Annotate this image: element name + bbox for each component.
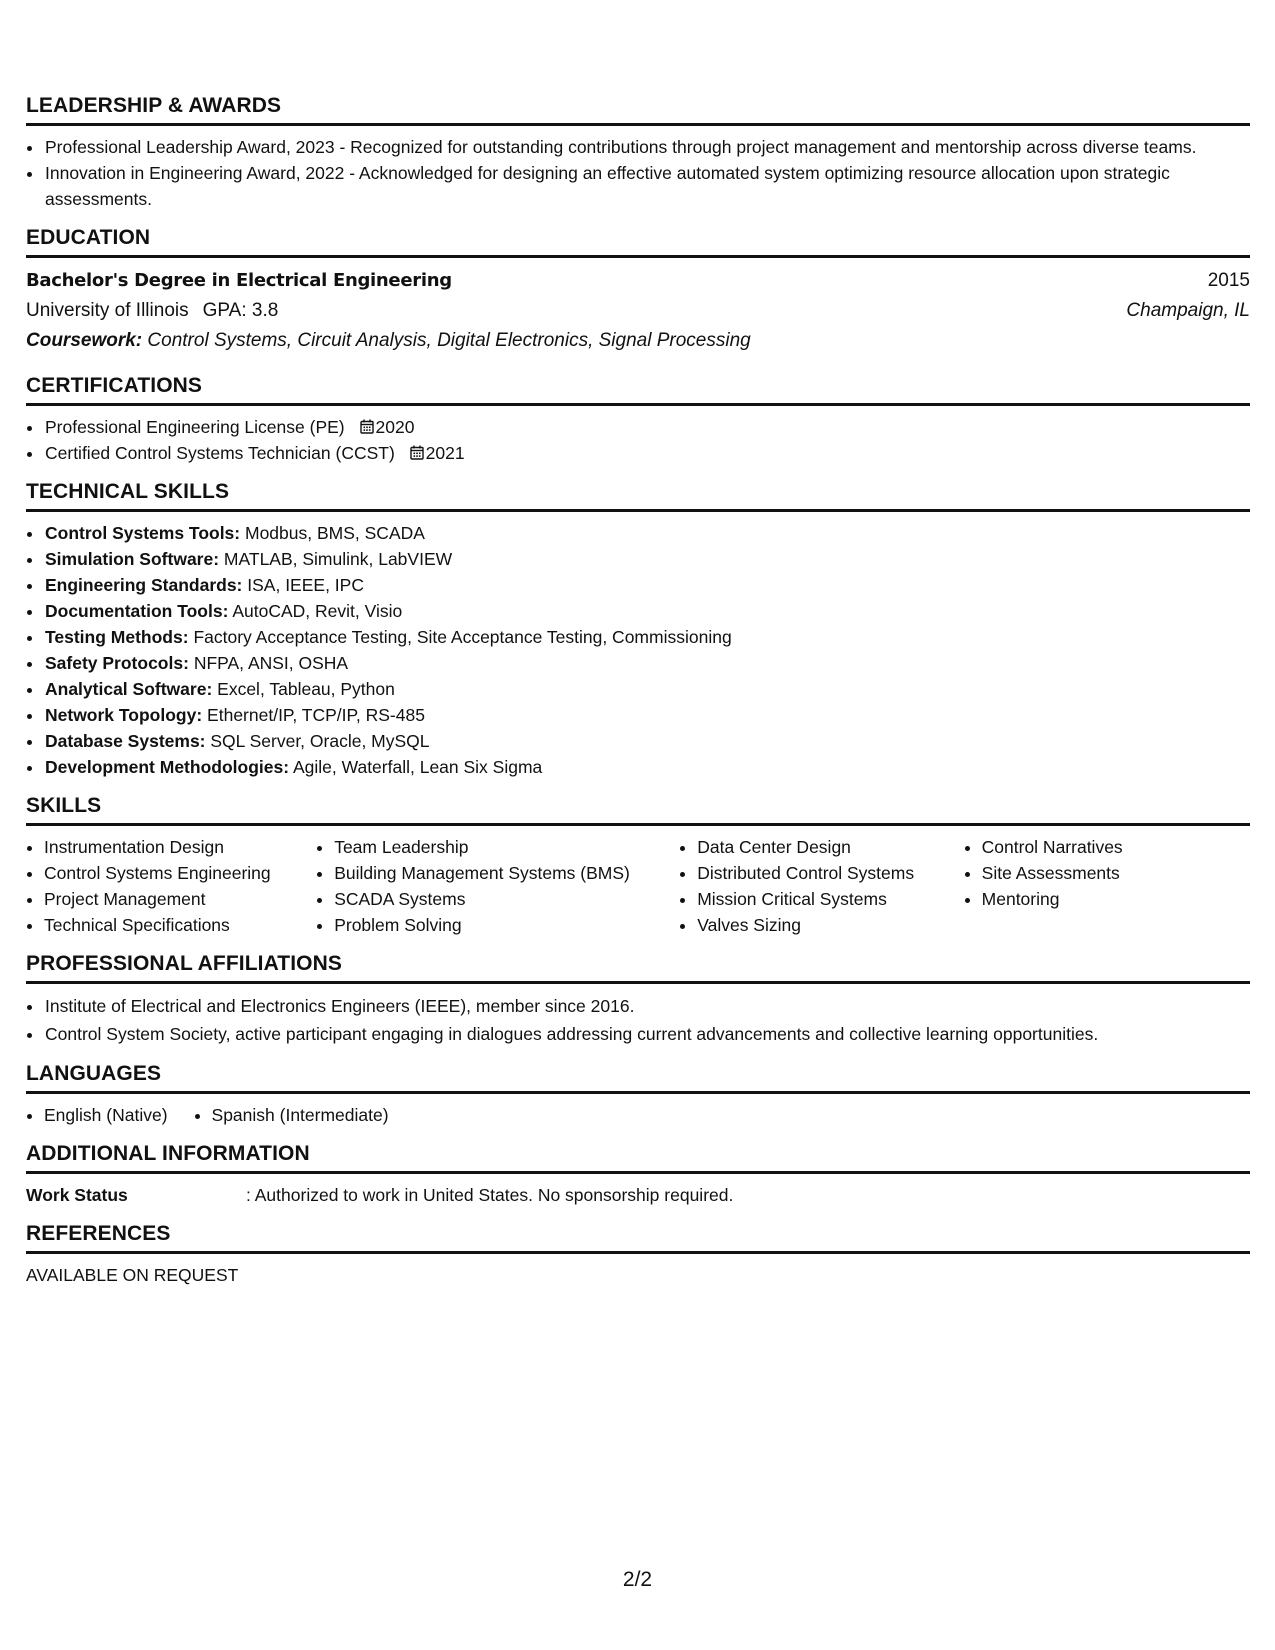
certification-name: Professional Engineering License (PE) [45, 417, 345, 437]
list-item: • Instrumentation Design [44, 834, 316, 860]
certifications-section [26, 374, 1250, 466]
skill-value: Factory Acceptance Testing, Site Acceptance Testing, Commissioning [193, 627, 732, 647]
affiliations-section [26, 952, 1250, 1048]
list-item: • Site Assessments [982, 860, 1250, 886]
skills-section [26, 794, 1250, 938]
school-info [26, 296, 278, 326]
work-status-row [26, 1182, 1250, 1208]
list-item: • SCADA Systems [334, 886, 679, 912]
list-item [44, 754, 1250, 780]
skill-value: NFPA, ANSI, OSHA [193, 653, 349, 673]
list-item: • Mission Critical Systems [697, 886, 963, 912]
list-item [44, 624, 1250, 650]
work-status-label: Work Status [26, 1185, 128, 1205]
technical-skills-list [26, 520, 1250, 780]
list-item [44, 414, 1250, 440]
skills-column [679, 834, 963, 938]
section-title: LEADERSHIP & AWARDS [26, 94, 1250, 126]
certification-name: Certified Control Systems Technician (CCST) [45, 443, 395, 463]
gpa: GPA: 3.8 [202, 300, 279, 321]
list-item: • Mentoring [982, 886, 1250, 912]
skills-column [316, 834, 679, 938]
list-item: • Spanish (Intermediate) [212, 1102, 389, 1128]
list-item: • English (Native) [44, 1102, 168, 1128]
list-item [44, 546, 1250, 572]
calendar-icon [410, 445, 424, 460]
section-title: LANGUAGES [26, 1062, 1250, 1094]
list-item: • Institute of Electrical and Electronics Engineers (IEEE), member since 2016. [44, 992, 1250, 1020]
list-item: • Team Leadership [334, 834, 679, 860]
coursework-list: Control Systems, Circuit Analysis, Digital Electronics, Signal Processing [147, 330, 751, 351]
skill-value: SQL Server, Oracle, MySQL [210, 731, 430, 751]
degree-name: Bachelor's Degree in Electrical Engineering [26, 270, 452, 291]
skill-value: Excel, Tableau, Python [217, 679, 395, 699]
skill-value: Ethernet/IP, TCP/IP, RS-485 [207, 705, 425, 725]
section-title: ADDITIONAL INFORMATION [26, 1142, 1250, 1174]
education-degree-row [26, 266, 1250, 296]
affiliations-list [26, 992, 1250, 1048]
technical-skills-section [26, 480, 1250, 780]
skill-label: Engineering Standards: [45, 575, 243, 595]
skill-label: Control Systems Tools: [45, 523, 241, 543]
coursework-label: Coursework: [26, 330, 143, 351]
languages-section [26, 1062, 1250, 1128]
education-school-row [26, 296, 1250, 326]
languages-list [26, 1102, 1250, 1128]
certification-year: 2021 [425, 443, 465, 463]
skill-value: Modbus, BMS, SCADA [245, 523, 425, 543]
references-text: AVAILABLE ON REQUEST [26, 1265, 239, 1285]
list-item: • Control Systems Engineering [44, 860, 316, 886]
skill-label: Testing Methods: [45, 627, 189, 647]
list-item [44, 572, 1250, 598]
skills-column [964, 834, 1250, 938]
skill-value: MATLAB, Simulink, LabVIEW [223, 549, 453, 569]
list-item [44, 702, 1250, 728]
list-item: • Professional Leadership Award, 2023 - Recognized for outstanding contributions through project management and mentorship across diverse teams. [44, 134, 1250, 160]
skill-label: Analytical Software: [45, 679, 213, 699]
certifications-list [26, 414, 1250, 466]
list-item [44, 728, 1250, 754]
school-name: University of Illinois [26, 300, 189, 321]
list-item: • Control System Society, active participant engaging in dialogues addressing current advancements and collective learning opportunities. [44, 1020, 1250, 1048]
list-item [44, 440, 1250, 466]
list-item: • Problem Solving [334, 912, 679, 938]
list-item: • Project Management [44, 886, 316, 912]
section-title: EDUCATION [26, 226, 1250, 258]
skill-label: Safety Protocols: [45, 653, 189, 673]
list-item [44, 650, 1250, 676]
skill-value: AutoCAD, Revit, Visio [232, 601, 403, 621]
section-title: REFERENCES [26, 1222, 1250, 1254]
section-title: TECHNICAL SKILLS [26, 480, 1250, 512]
skill-label: Development Methodologies: [45, 757, 290, 777]
certification-year: 2020 [375, 417, 415, 437]
additional-info-section [26, 1142, 1250, 1208]
list-item: • Technical Specifications [44, 912, 316, 938]
section-title: PROFESSIONAL AFFILIATIONS [26, 952, 1250, 984]
skill-label: Documentation Tools: [45, 601, 229, 621]
list-item: • Valves Sizing [697, 912, 963, 938]
skill-value: Agile, Waterfall, Lean Six Sigma [292, 757, 543, 777]
leadership-list [26, 134, 1250, 212]
calendar-icon [360, 419, 374, 434]
list-item [44, 520, 1250, 546]
skill-value: ISA, IEEE, IPC [247, 575, 364, 595]
resume-page [26, 94, 1250, 1302]
section-title: SKILLS [26, 794, 1250, 826]
coursework [26, 326, 1250, 356]
work-status-value: : Authorized to work in United States. No sponsorship required. [246, 1185, 734, 1205]
skill-label: Network Topology: [45, 705, 203, 725]
list-item: • Distributed Control Systems [697, 860, 963, 886]
school-location: Champaign, IL [1126, 300, 1250, 321]
education-section [26, 226, 1250, 356]
skills-grid [26, 834, 1250, 938]
references-section [26, 1222, 1250, 1288]
list-item [44, 676, 1250, 702]
skills-column [26, 834, 316, 938]
list-item [44, 598, 1250, 624]
list-item: • Data Center Design [697, 834, 963, 860]
page-number: 2/2 [622, 1568, 653, 1591]
list-item: • Innovation in Engineering Award, 2022 - Acknowledged for designing an effective automated system optimizing resource allocation upon strategic assessments. [44, 160, 1250, 212]
skill-label: Database Systems: [45, 731, 206, 751]
section-title: CERTIFICATIONS [26, 374, 1250, 406]
list-item: • Control Narratives [982, 834, 1250, 860]
list-item: • Building Management Systems (BMS) [334, 860, 679, 886]
graduation-year: 2015 [1207, 270, 1250, 291]
leadership-section [26, 94, 1250, 212]
skill-label: Simulation Software: [45, 549, 220, 569]
